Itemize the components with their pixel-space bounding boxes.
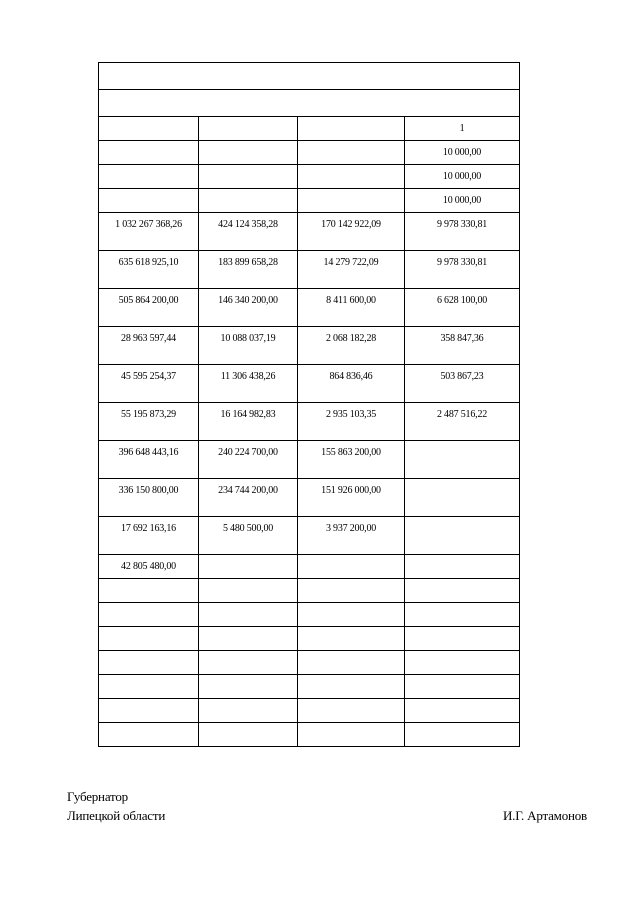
table-cell [298,189,405,213]
table-cell: 55 195 873,29 [99,403,199,441]
table-cell [405,603,520,627]
table-cell [199,723,298,747]
table-row [99,141,520,165]
column-number-cell [298,117,405,141]
table-cell [298,165,405,189]
table-row [99,723,520,747]
table-cell: 5 480 500,00 [199,517,298,555]
signature-title-line2: Липецкой области [67,808,166,823]
table-cell: 6 628 100,00 [405,289,520,327]
table-cell [405,699,520,723]
table-cell: 17 692 163,16 [99,517,199,555]
table-cell [405,675,520,699]
table-row [99,213,520,251]
table-cell: 170 142 922,09 [298,213,405,251]
table-cell [199,141,298,165]
table-row [99,517,520,555]
table-cell: 2 935 103,35 [298,403,405,441]
table-cell [298,723,405,747]
table-header-row [99,63,520,90]
table-cell: 16 164 982,83 [199,403,298,441]
table-cell: 3 937 200,00 [298,517,405,555]
table-cell: 336 150 800,00 [99,479,199,517]
table-cell [405,579,520,603]
table-row [99,579,520,603]
table-row [99,479,520,517]
table-cell [298,699,405,723]
table-cell [99,165,199,189]
table-cell: 234 744 200,00 [199,479,298,517]
table-header-row [99,90,520,117]
table-cell [99,627,199,651]
table-cell: 42 805 480,00 [99,555,199,579]
table-cell: 505 864 200,00 [99,289,199,327]
table-row [99,675,520,699]
signature-title-line1: Губернатор [67,789,128,804]
column-number-row [99,117,520,141]
table-row [99,165,520,189]
table-cell [405,441,520,479]
table-cell: 146 340 200,00 [199,289,298,327]
table-cell: 396 648 443,16 [99,441,199,479]
table-cell [99,189,199,213]
table-cell [405,651,520,675]
table-cell [99,723,199,747]
table-cell [199,555,298,579]
table-cell [199,579,298,603]
table-cell: 10 000,00 [405,165,520,189]
table-cell: 10 088 037,19 [199,327,298,365]
table-row [99,189,520,213]
table-cell: 11 306 438,26 [199,365,298,403]
table-cell [298,627,405,651]
table-cell [99,141,199,165]
table-cell [199,165,298,189]
table-cell [99,699,199,723]
table-cell [405,723,520,747]
table-cell [199,603,298,627]
table-cell [99,579,199,603]
table-cell [298,675,405,699]
table-cell: 155 863 200,00 [298,441,405,479]
table-cell: 503 867,23 [405,365,520,403]
column-number-cell: 1 [405,117,520,141]
table-cell: 45 595 254,37 [99,365,199,403]
table-cell [99,675,199,699]
signature-title [67,787,165,825]
table-row [99,627,520,651]
signature-name: И.Г. Артамонов [502,808,587,823]
table-row [99,699,520,723]
budget-table [98,62,520,747]
table-row [99,289,520,327]
table-row [99,251,520,289]
table-row [99,651,520,675]
table-row [99,403,520,441]
table-cell [405,517,520,555]
table-cell: 10 000,00 [405,141,520,165]
table-cell: 14 279 722,09 [298,251,405,289]
table-cell: 424 124 358,28 [199,213,298,251]
table-cell [298,579,405,603]
table-cell: 8 411 600,00 [298,289,405,327]
table-cell [199,699,298,723]
table-header-cell [99,63,520,90]
table-cell [405,479,520,517]
table-cell: 10 000,00 [405,189,520,213]
table-cell [405,555,520,579]
table-cell: 358 847,36 [405,327,520,365]
table-cell: 28 963 597,44 [99,327,199,365]
table-cell: 1 032 267 368,26 [99,213,199,251]
table-cell: 635 618 925,10 [99,251,199,289]
table-cell [99,651,199,675]
table-cell [99,603,199,627]
table-cell [298,141,405,165]
table-cell: 151 926 000,00 [298,479,405,517]
table-cell [199,189,298,213]
table-cell: 240 224 700,00 [199,441,298,479]
table-cell: 9 978 330,81 [405,213,520,251]
table-row [99,603,520,627]
table-cell: 183 899 658,28 [199,251,298,289]
table-header-cell [99,90,520,117]
table-cell [199,627,298,651]
table-cell [405,627,520,651]
table-row [99,441,520,479]
table-cell [199,651,298,675]
column-number-cell [99,117,199,141]
table-cell [298,603,405,627]
table-cell: 864 836,46 [298,365,405,403]
table-cell [298,555,405,579]
table-cell: 2 487 516,22 [405,403,520,441]
table-cell: 9 978 330,81 [405,251,520,289]
column-number-cell [199,117,298,141]
table-cell [298,651,405,675]
table-cell: 2 068 182,28 [298,327,405,365]
table-row [99,327,520,365]
table-cell [199,675,298,699]
table-row [99,555,520,579]
table-row [99,365,520,403]
